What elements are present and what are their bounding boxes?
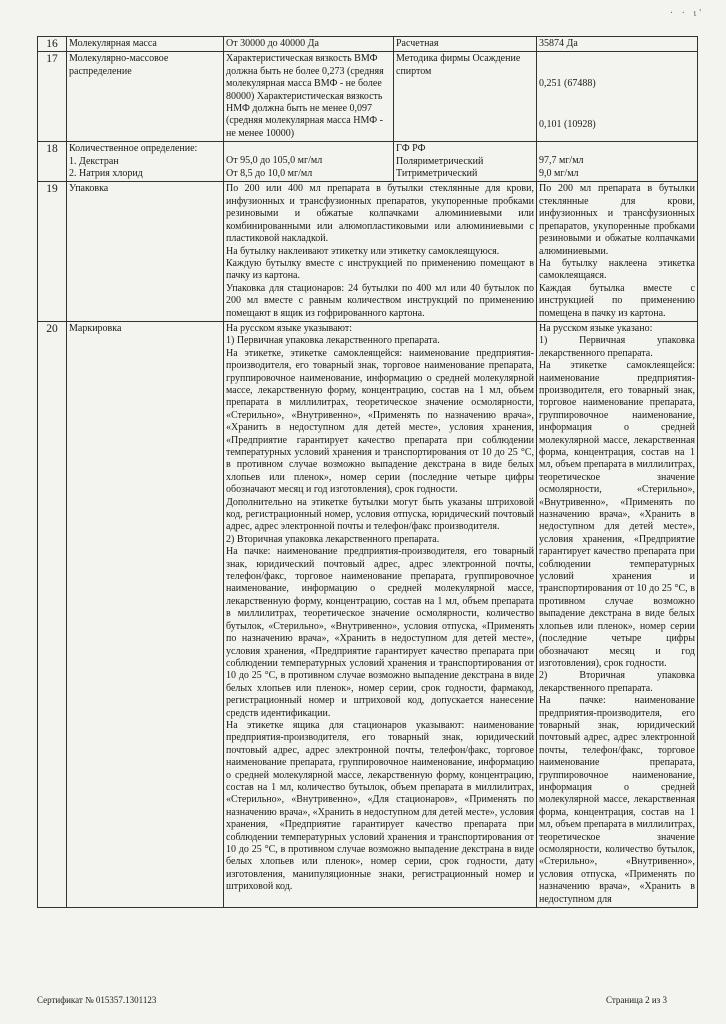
requirement-paragraph: Каждую бутылку вместе с инструкцией по применению помещают в пачку из картона.	[226, 257, 534, 282]
requirement-cell	[224, 321, 537, 907]
result-paragraph: На русском языке указано:	[539, 322, 653, 334]
result-value: 97,7 мг/мл	[539, 155, 584, 167]
page-counter: Страница 2 из 3	[606, 995, 667, 1005]
indicator-name	[67, 142, 224, 182]
table-row-20	[38, 321, 698, 907]
table-row-18	[38, 142, 698, 182]
row-number: 17	[38, 52, 67, 142]
certificate-table	[37, 36, 698, 908]
requirement-cell	[224, 182, 537, 321]
row-number: 20	[38, 321, 67, 907]
table-row-17	[38, 52, 698, 142]
method-cell	[394, 142, 537, 182]
result-paragraph: 2) Вторичная упаковка лекарственного препарата.	[539, 670, 695, 694]
indicator-line: 2. Натрия хлорид	[69, 168, 143, 180]
method-cell: Методика фирмы Осаждение спиртом	[394, 52, 537, 142]
row-number: 16	[38, 37, 67, 52]
norm-cell: Характеристическая вязкость ВМФ должна быть не более 0,273 (средняя молекулярная масса ВМФ - не более 80000) Характеристическая вязкость НМФ должна быть не менее 0,097 (средняя молекулярная масса НМФ - не менее 10000)	[224, 52, 394, 142]
certificate-number: Сертификат № 015357.1301123	[37, 995, 157, 1005]
row-number: 19	[38, 182, 67, 321]
norm-value: От 8,5 до 10,0 мг/мл	[226, 167, 313, 179]
requirement-paragraph: На русском языке указывают:	[226, 322, 353, 334]
result-paragraph: Каждая бутылка вместе с инструкцией по применению помещена в пачку из картона.	[539, 282, 695, 319]
requirement-paragraph: На этикетке ящика для стационаров указывают: наименование предприятия-производителя, его товарный знак, юридический почтовый адрес, адрес электронной почты, телефон/факс, торговое наименование препарата, группировочное наименование, информацию о средней молекулярной массе, лекарственную форму, концентрацию, состав на 1 мл, количество бутылок, объем препарата в миллилитрах, «Стерильно», «Внутривенно», «Для стационаров», «Применять по назначению врача», «Хранить в недоступном для детей месте», условия хранения, «Предприятие гарантирует качество препарата при соблюдении температурных условий хранения и транспортирования от 10 до 25 °С, в противном случае возможно выпадение декстрана в виде белых хлопьев или пленок», номер серии, срок годности, дату изготовления, манипуляционные знаки, регистрационный номер и штриховой код.	[226, 719, 534, 893]
requirement-paragraph: 2) Вторичная упаковка лекарственного препарата.	[226, 533, 440, 545]
result-cell: 35874 Да	[537, 37, 698, 52]
result-paragraph: По 200 мл препарата в бутылки стеклянные для крови, инфузионных и трансфузионных препаратов, укупоренные пробками резиновыми и обжатые колпачками алюминиевыми.	[539, 183, 695, 257]
method-cell: Расчетная	[394, 37, 537, 52]
requirement-paragraph: Упаковка для стационаров: 24 бутылки по 400 мл или 40 бутылок по 200 мл вместе с равным количеством инструкций по применению помещают в ящик из гофрированного картона.	[226, 282, 534, 319]
result-cell	[537, 182, 698, 321]
requirement-paragraph: На пачке: наименование предприятия-производителя, его товарный знак, юридический почтовый адрес, адрес электронной почты, телефон/факс, торговое наименование препарата, группировочное наименование, информацию о средней молекулярной массе, лекарственную форму, концентрацию, состав на 1 мл, объем препарата в миллилитрах, теоретическое значение осмолярности, количество бутылок, «Стерильно», «Внутривенно», условия отпуска, «Применять по назначению врача», «Хранить в недоступном для детей месте», условия хранения, «Предприятие гарантирует качество препарата при соблюдении температурных условий хранения и транспортирования от 10 до 25 °С, в противном случае возможно выпадение декстрана в виде белых хлопьев или пленок», номер серии, срок годности, фармакод, регистрационный номер и штриховой код, допускается нанесение средств идентификации.	[226, 546, 534, 719]
indicator-name: Маркировка	[67, 321, 224, 907]
requirement-paragraph: На этикетке, этикетке самоклеящейся: наименование предприятия-производителя, его товарный знак, торговое наименование препарата, группировочное наименование, информацию о средней молекулярной массе, лекарственную форму, концентрацию, состав на 1 мл, объем препарата в миллилитрах, теоретическое значение осмолярности, «Стерильно», «Внутривенно», «Применять по назначению врача», «Хранить в недоступном для детей месте», условия хранения, «Предприятие гарантирует качество препарата при соблюдении температурных условий хранения и транспортирования от 10 до 25 °С, в противном случае возможно выпадение декстрана в виде белых хлопьев или пленок», номер серии (последние четыре цифры обозначают месяц и год изготовления), срок годности.	[226, 347, 534, 496]
result-value: 0,251 (67488)	[539, 78, 596, 90]
result-paragraph: На бутылку наклеена этикетка самоклеящаяся.	[539, 257, 695, 282]
result-paragraph: На этикетке самоклеящейся: наименование предприятия-производителя, его товарный знак, торговое наименование препарата, группировочное наименование, информация о средней молекулярной массе, лекарственная форма, концентрация, состав на 1 мл, объем препарата в миллилитрах, теоретическое значение осмолярности, «Стерильно», «Внутривенно», «Применять по назначению врача», «Хранить в недоступном для детей месте», условия хранения, «Предприятие гарантирует качество препарата при соблюдении температурных условий хранения и транспортирования от 10 до 25 °С, в противном случае возможно выпадение декстрана в виде белых хлопьев или пленок», номер серии (последние четыре цифры обозначают месяц и год изготовления), срок годности.	[539, 360, 695, 669]
result-paragraph: На пачке: наименование предприятия-производителя, его товарный знак, юридический почтовый адрес, адрес электронной почты, телефон/факс, торговое наименование препарата, группировочное наименование, информация о средней молекулярной массе, лекарственная форма, концентрация, состав на 1 мл, объем препарата в миллилитрах, теоретическое значение осмолярности, количество бутылок, «Стерильно», «Внутривенно», условия отпуска, «Применять по назначению врача», «Хранить в недоступном для	[539, 695, 695, 905]
indicator-name: Молекулярная масса	[67, 37, 224, 52]
scan-mark: · · ι'	[669, 8, 704, 19]
table-row-16	[38, 37, 698, 52]
method-value: Поляриметрический	[396, 155, 484, 167]
result-value: 9,0 мг/мл	[539, 167, 579, 179]
method-value: Титриметрический	[396, 168, 478, 180]
requirement-paragraph: По 200 или 400 мл препарата в бутылки стеклянные для крови, инфузионных и трансфузионных препаратов, укупоренные пробками резиновыми и обжатые колпачками алюминиевыми или комбинированными или алюмопластиковыми или алюминиевыми с пластиковой накладкой.	[226, 183, 534, 245]
table-row-19	[38, 182, 698, 321]
requirement-paragraph: Дополнительно на этикетке бутылки могут быть указаны штриховой код, регистрационный номер, условия отпуска, юридический почтовый адрес, адрес электронной почты и телефон/факс производителя.	[226, 496, 534, 533]
norm-cell: От 30000 до 40000 Да	[224, 37, 394, 52]
result-cell	[537, 142, 698, 182]
method-value: ГФ РФ	[396, 143, 426, 155]
indicator-line: Количественное определение:	[69, 143, 198, 155]
result-cell	[537, 321, 698, 907]
indicator-line: 1. Декстран	[69, 155, 119, 167]
norm-cell	[224, 142, 394, 182]
result-paragraph: 1) Первичная упаковка лекарственного препарата.	[539, 335, 695, 359]
norm-value: От 95,0 до 105,0 мг/мл	[226, 155, 323, 167]
requirement-paragraph: На бутылку наклеивают этикетку или этикетку самоклеящуюся.	[226, 245, 500, 257]
result-cell	[537, 52, 698, 142]
row-number: 18	[38, 142, 67, 182]
result-value: 0,101 (10928)	[539, 118, 596, 130]
requirement-paragraph: 1) Первичная упаковка лекарственного препарата.	[226, 335, 440, 347]
indicator-name: Молекулярно-массовое распределение	[67, 52, 224, 142]
indicator-name: Упаковка	[67, 182, 224, 321]
